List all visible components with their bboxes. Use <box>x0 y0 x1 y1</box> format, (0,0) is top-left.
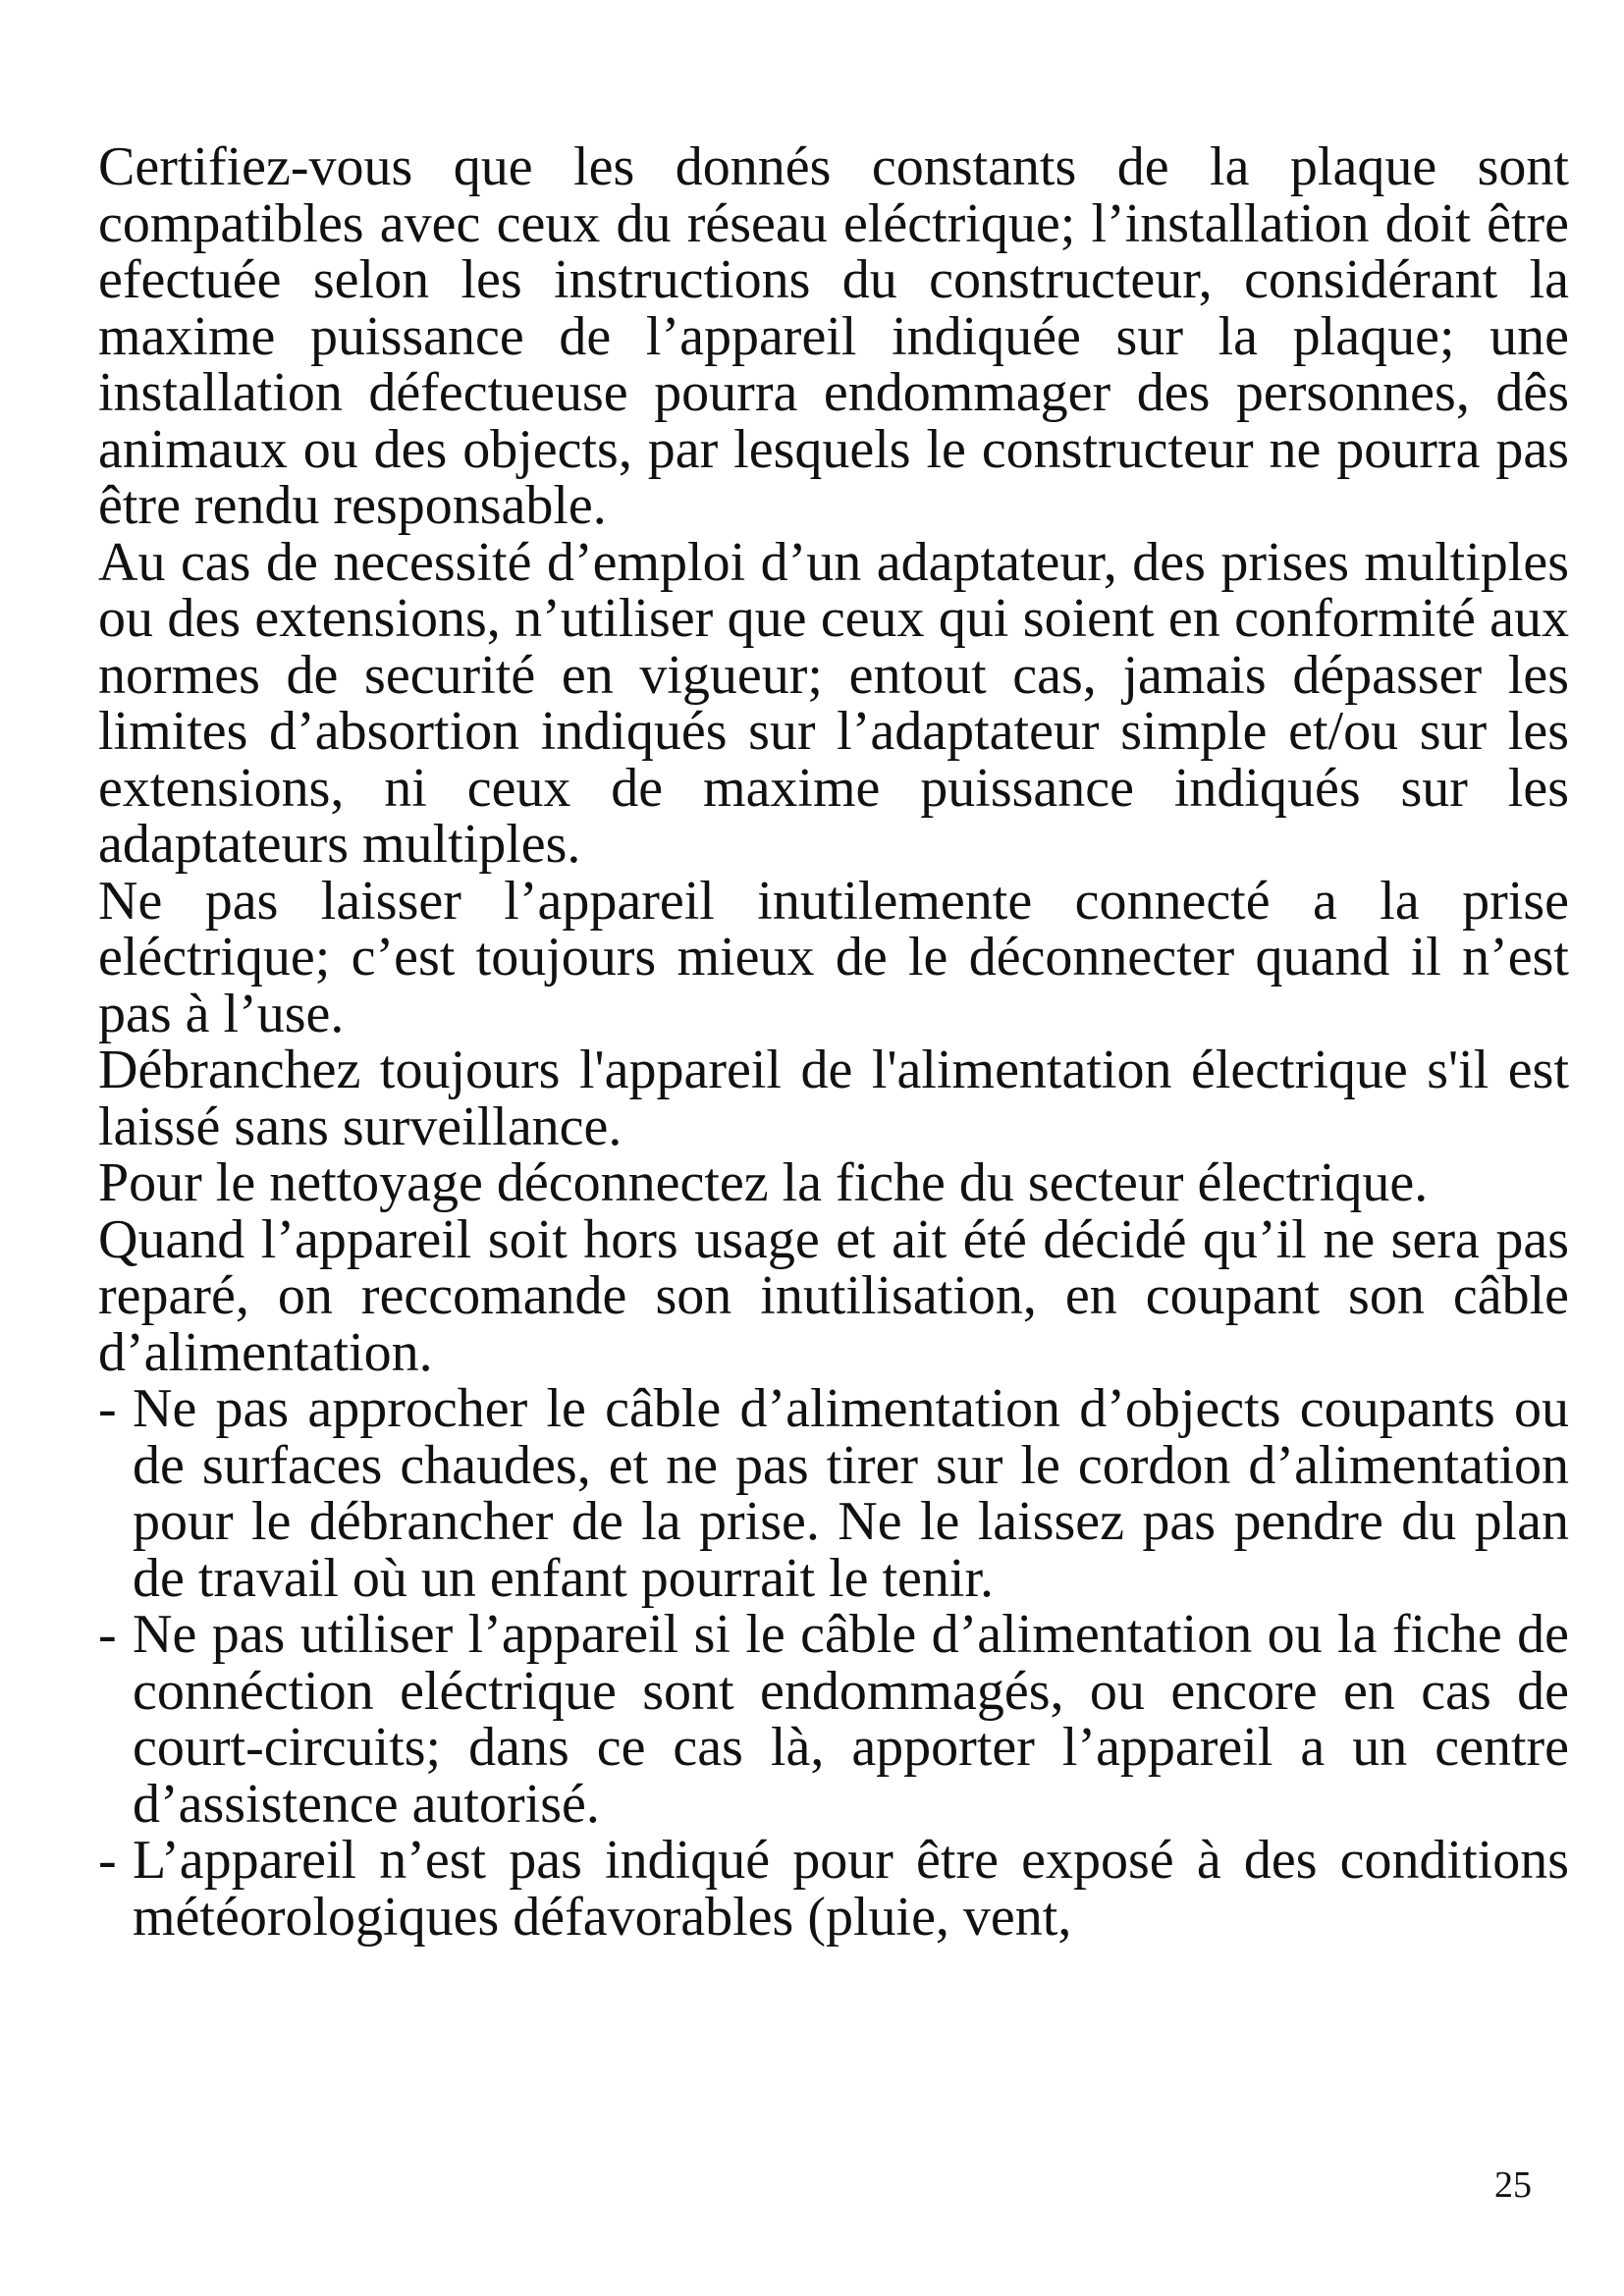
page-body <box>98 136 1569 1948</box>
paragraph-installation: Certifiez-vous que les donnés constants de la plaque sont compatibles avec ceux du réseau eléctrique; l’installation doit être efectuée selon les instructions du constructeur, considérant la maxime puissance de l’appareil indiquée sur la plaque; une installation défectueuse pourra endommager des personnes, dês animaux ou des objects, par lesquels le constructeur ne pourra pas être rendu responsable. <box>98 136 1569 536</box>
list-marker: - <box>98 1604 117 1665</box>
paragraph-disconnect: Ne pas laisser l’appareil inutilemente connecté a la prise eléctrique; c’est toujours mieux de le déconnecter quand il n’est pas à l’use. <box>98 870 1569 1044</box>
paragraph-cleaning: Pour le nettoyage déconnectez la fiche du secteur électrique. <box>98 1152 1429 1213</box>
paragraph-disposal: Quand l’appareil soit hors usage et ait été décidé qu’il ne sera pas reparé, on reccomande son inutilisation, en coupant son câble d’alimentation. <box>98 1208 1569 1383</box>
list-item <box>98 1830 1569 1948</box>
list-marker: - <box>98 1378 117 1439</box>
warning-list <box>98 1378 1569 1948</box>
list-item <box>98 1604 1569 1835</box>
list-marker: - <box>98 1830 117 1891</box>
list-item-text: Ne pas utiliser l’appareil si le câble d’alimentation ou la fiche de connéction eléctrique sont endommagés, ou encore en cas de court-circuits; dans ce cas là, apporter l’appareil a un centre d’assistence autorisé. <box>133 1604 1569 1835</box>
list-item-text: L’appareil n’est pas indiqué pour être exposé à des conditions météorologiques défavorables (pluie, vent, <box>133 1830 1569 1948</box>
list-item <box>98 1378 1569 1609</box>
page-number: 25 <box>1494 2164 1532 2206</box>
list-item-text: Ne pas approcher le câble d’alimentation d’objects coupants ou de surfaces chaudes, et ne pas tirer sur le cordon d’alimentation pour le débrancher de la prise. Ne le laissez pas pendre du plan de travail où un enfant pourrait le tenir. <box>133 1378 1569 1609</box>
paragraph-adapter: Au cas de necessité d’emploi d’un adaptateur, des prises multiples ou des extensions, n’utiliser que ceux qui soient en conformité aux normes de securité en vigueur; entout cas, jamais dépasser les limites d’absortion indiqués sur l’adaptateur simple et/ou sur les extensions, ni ceux de maxime puissance indiqués sur les adaptateurs multiples. <box>98 531 1569 875</box>
paragraph-unattended: Débranchez toujours l'appareil de l'alimentation électrique s'il est laissé sans surveillance. <box>98 1040 1569 1157</box>
